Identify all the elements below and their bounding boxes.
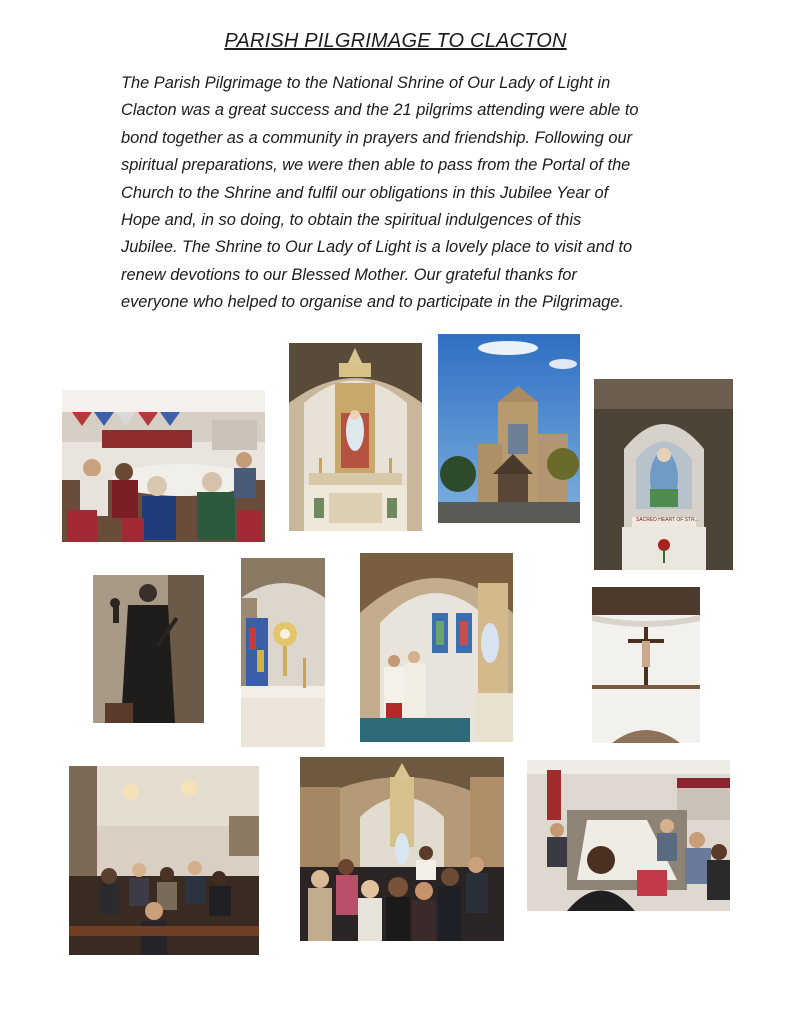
body-line: Jubilee. The Shrine to Our Lady of Light is a lovely place to visit and to: [121, 238, 633, 257]
body-line: Hope and, in so doing, to obtain the spiritual indulgences of this: [121, 211, 582, 230]
body-line: bond together as a community in prayers and friendship. Following our: [121, 128, 633, 147]
photo-pilgrims-group: [300, 757, 504, 941]
photo-hall-gathering: [62, 390, 265, 542]
photo-priests-at-altar: [360, 553, 513, 742]
page-title: PARISH PILGRIMAGE TO CLACTON: [224, 30, 567, 52]
photo-shrine-altar: [289, 343, 422, 531]
photo-saint-statue: [93, 575, 204, 723]
body-line: Church to the Shrine and fulfil our obligations in this Jubilee Year of: [121, 183, 609, 202]
article-body: [121, 70, 721, 317]
photo-marian-niche: [594, 379, 733, 570]
photo-crucifix: [592, 587, 700, 743]
photo-church-exterior: [438, 334, 580, 523]
body-line: Clacton was a great success and the 21 pilgrims attending were able to: [121, 101, 639, 120]
body-line: spiritual preparations, we were then able to pass from the Portal of the: [121, 156, 631, 175]
body-line: everyone who helped to organise and to participate in the Pilgrimage.: [121, 293, 624, 312]
photo-chapel-congregation: [69, 766, 259, 955]
photo-monstrance: [241, 558, 325, 747]
body-line: renew devotions to our Blessed Mother. Our grateful thanks for: [121, 265, 577, 284]
statue-sign: SACRED HEART OF STR...: [636, 517, 699, 523]
photo-hall-selfie: [527, 760, 730, 911]
body-line: The Parish Pilgrimage to the National Shrine of Our Lady of Light in: [121, 74, 611, 92]
